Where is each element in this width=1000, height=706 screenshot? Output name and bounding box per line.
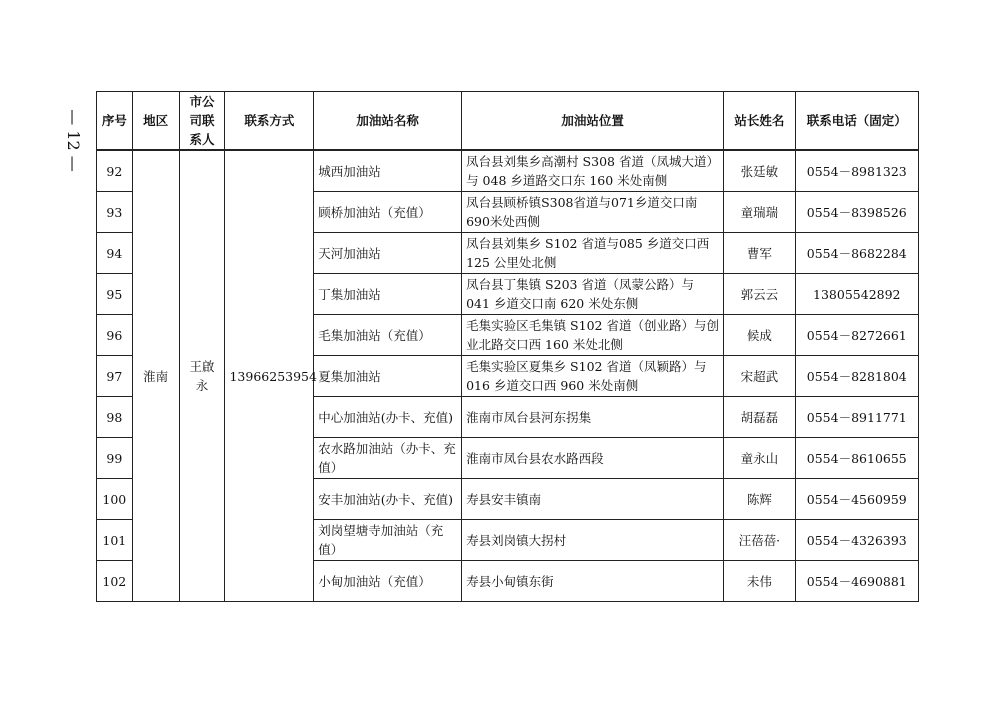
header-station-name: 加油站名称 [314, 92, 462, 151]
header-row [97, 92, 919, 151]
gas-station-table [96, 91, 919, 602]
manager-cell: 未伟 [724, 561, 795, 602]
station-location-cell: 凤台县刘集乡 S102 省道与085 乡道交口西 125 公里处北侧 [462, 233, 724, 274]
manager-cell: 候成 [724, 315, 795, 356]
station-location-cell: 淮南市凤台县农水路西段 [462, 438, 724, 479]
phone-cell: 0554－4326393 [795, 520, 918, 561]
station-name-cell: 刘岗望塘寺加油站（充值） [314, 520, 462, 561]
station-name-cell: 毛集加油站（充值） [314, 315, 462, 356]
station-name-cell: 夏集加油站 [314, 356, 462, 397]
station-location-cell: 寿县小甸镇东街 [462, 561, 724, 602]
station-name-cell: 安丰加油站(办卡、充值) [314, 479, 462, 520]
header-seq: 序号 [97, 92, 133, 151]
manager-cell: 宋超武 [724, 356, 795, 397]
seq-cell: 97 [97, 356, 133, 397]
manager-cell: 陈辉 [724, 479, 795, 520]
header-phone: 联系电话（固定） [795, 92, 918, 151]
manager-cell: 曹军 [724, 233, 795, 274]
phone-cell: 13805542892 [795, 274, 918, 315]
station-name-cell: 天河加油站 [314, 233, 462, 274]
manager-cell: 张廷敏 [724, 150, 795, 192]
station-location-cell: 凤台县丁集镇 S203 省道（凤蒙公路）与 041 乡道交口南 620 米处东侧 [462, 274, 724, 315]
seq-cell: 98 [97, 397, 133, 438]
station-name-cell: 农水路加油站（办卡、充值） [314, 438, 462, 479]
header-manager: 站长姓名 [724, 92, 795, 151]
seq-cell: 99 [97, 438, 133, 479]
phone-cell: 0554－8281804 [795, 356, 918, 397]
seq-cell: 93 [97, 192, 133, 233]
station-location-cell: 毛集实验区毛集镇 S102 省道（创业路）与创业北路交口西 160 米处北侧 [462, 315, 724, 356]
header-contact-person: 市公司联系人 [179, 92, 225, 151]
seq-cell: 102 [97, 561, 133, 602]
station-name-cell: 顾桥加油站（充值） [314, 192, 462, 233]
phone-cell: 0554－8272661 [795, 315, 918, 356]
seq-cell: 95 [97, 274, 133, 315]
station-name-cell: 中心加油站(办卡、充值) [314, 397, 462, 438]
station-location-cell: 寿县安丰镇南 [462, 479, 724, 520]
manager-cell: 童永山 [724, 438, 795, 479]
station-location-cell: 毛集实验区夏集乡 S102 省道（凤颖路）与 016 乡道交口西 960 米处南侧 [462, 356, 724, 397]
phone-cell: 0554－4560959 [795, 479, 918, 520]
seq-cell: 92 [97, 150, 133, 192]
phone-cell: 0554－8981323 [795, 150, 918, 192]
manager-cell: 汪蓓蓓· [724, 520, 795, 561]
seq-cell: 101 [97, 520, 133, 561]
station-name-cell: 小甸加油站（充值） [314, 561, 462, 602]
region-cell: 淮南 [132, 150, 179, 602]
contact-person-cell: 王啟永 [179, 150, 225, 602]
seq-cell: 100 [97, 479, 133, 520]
seq-cell: 96 [97, 315, 133, 356]
header-contact-method: 联系方式 [225, 92, 314, 151]
table-row [97, 150, 919, 192]
phone-cell: 0554－4690881 [795, 561, 918, 602]
manager-cell: 童瑞瑞 [724, 192, 795, 233]
phone-cell: 0554－8610655 [795, 438, 918, 479]
station-name-cell: 城西加油站 [314, 150, 462, 192]
manager-cell: 郭云云 [724, 274, 795, 315]
station-location-cell: 凤台县刘集乡高潮村 S308 省道（凤城大道）与 048 乡道路交口东 160 米处南侧 [462, 150, 724, 192]
station-name-cell: 丁集加油站 [314, 274, 462, 315]
phone-cell: 0554－8911771 [795, 397, 918, 438]
contact-method-cell: 13966253954 [225, 150, 314, 602]
header-station-location: 加油站位置 [462, 92, 724, 151]
phone-cell: 0554－8682284 [795, 233, 918, 274]
station-location-cell: 淮南市凤台县河东拐集 [462, 397, 724, 438]
station-location-cell: 凤台县顾桥镇S308省道与071乡道交口南690米处西侧 [462, 192, 724, 233]
seq-cell: 94 [97, 233, 133, 274]
manager-cell: 胡磊磊 [724, 397, 795, 438]
station-location-cell: 寿县刘岗镇大拐村 [462, 520, 724, 561]
page-number: — 12 — [63, 108, 83, 172]
header-region: 地区 [132, 92, 179, 151]
phone-cell: 0554－8398526 [795, 192, 918, 233]
